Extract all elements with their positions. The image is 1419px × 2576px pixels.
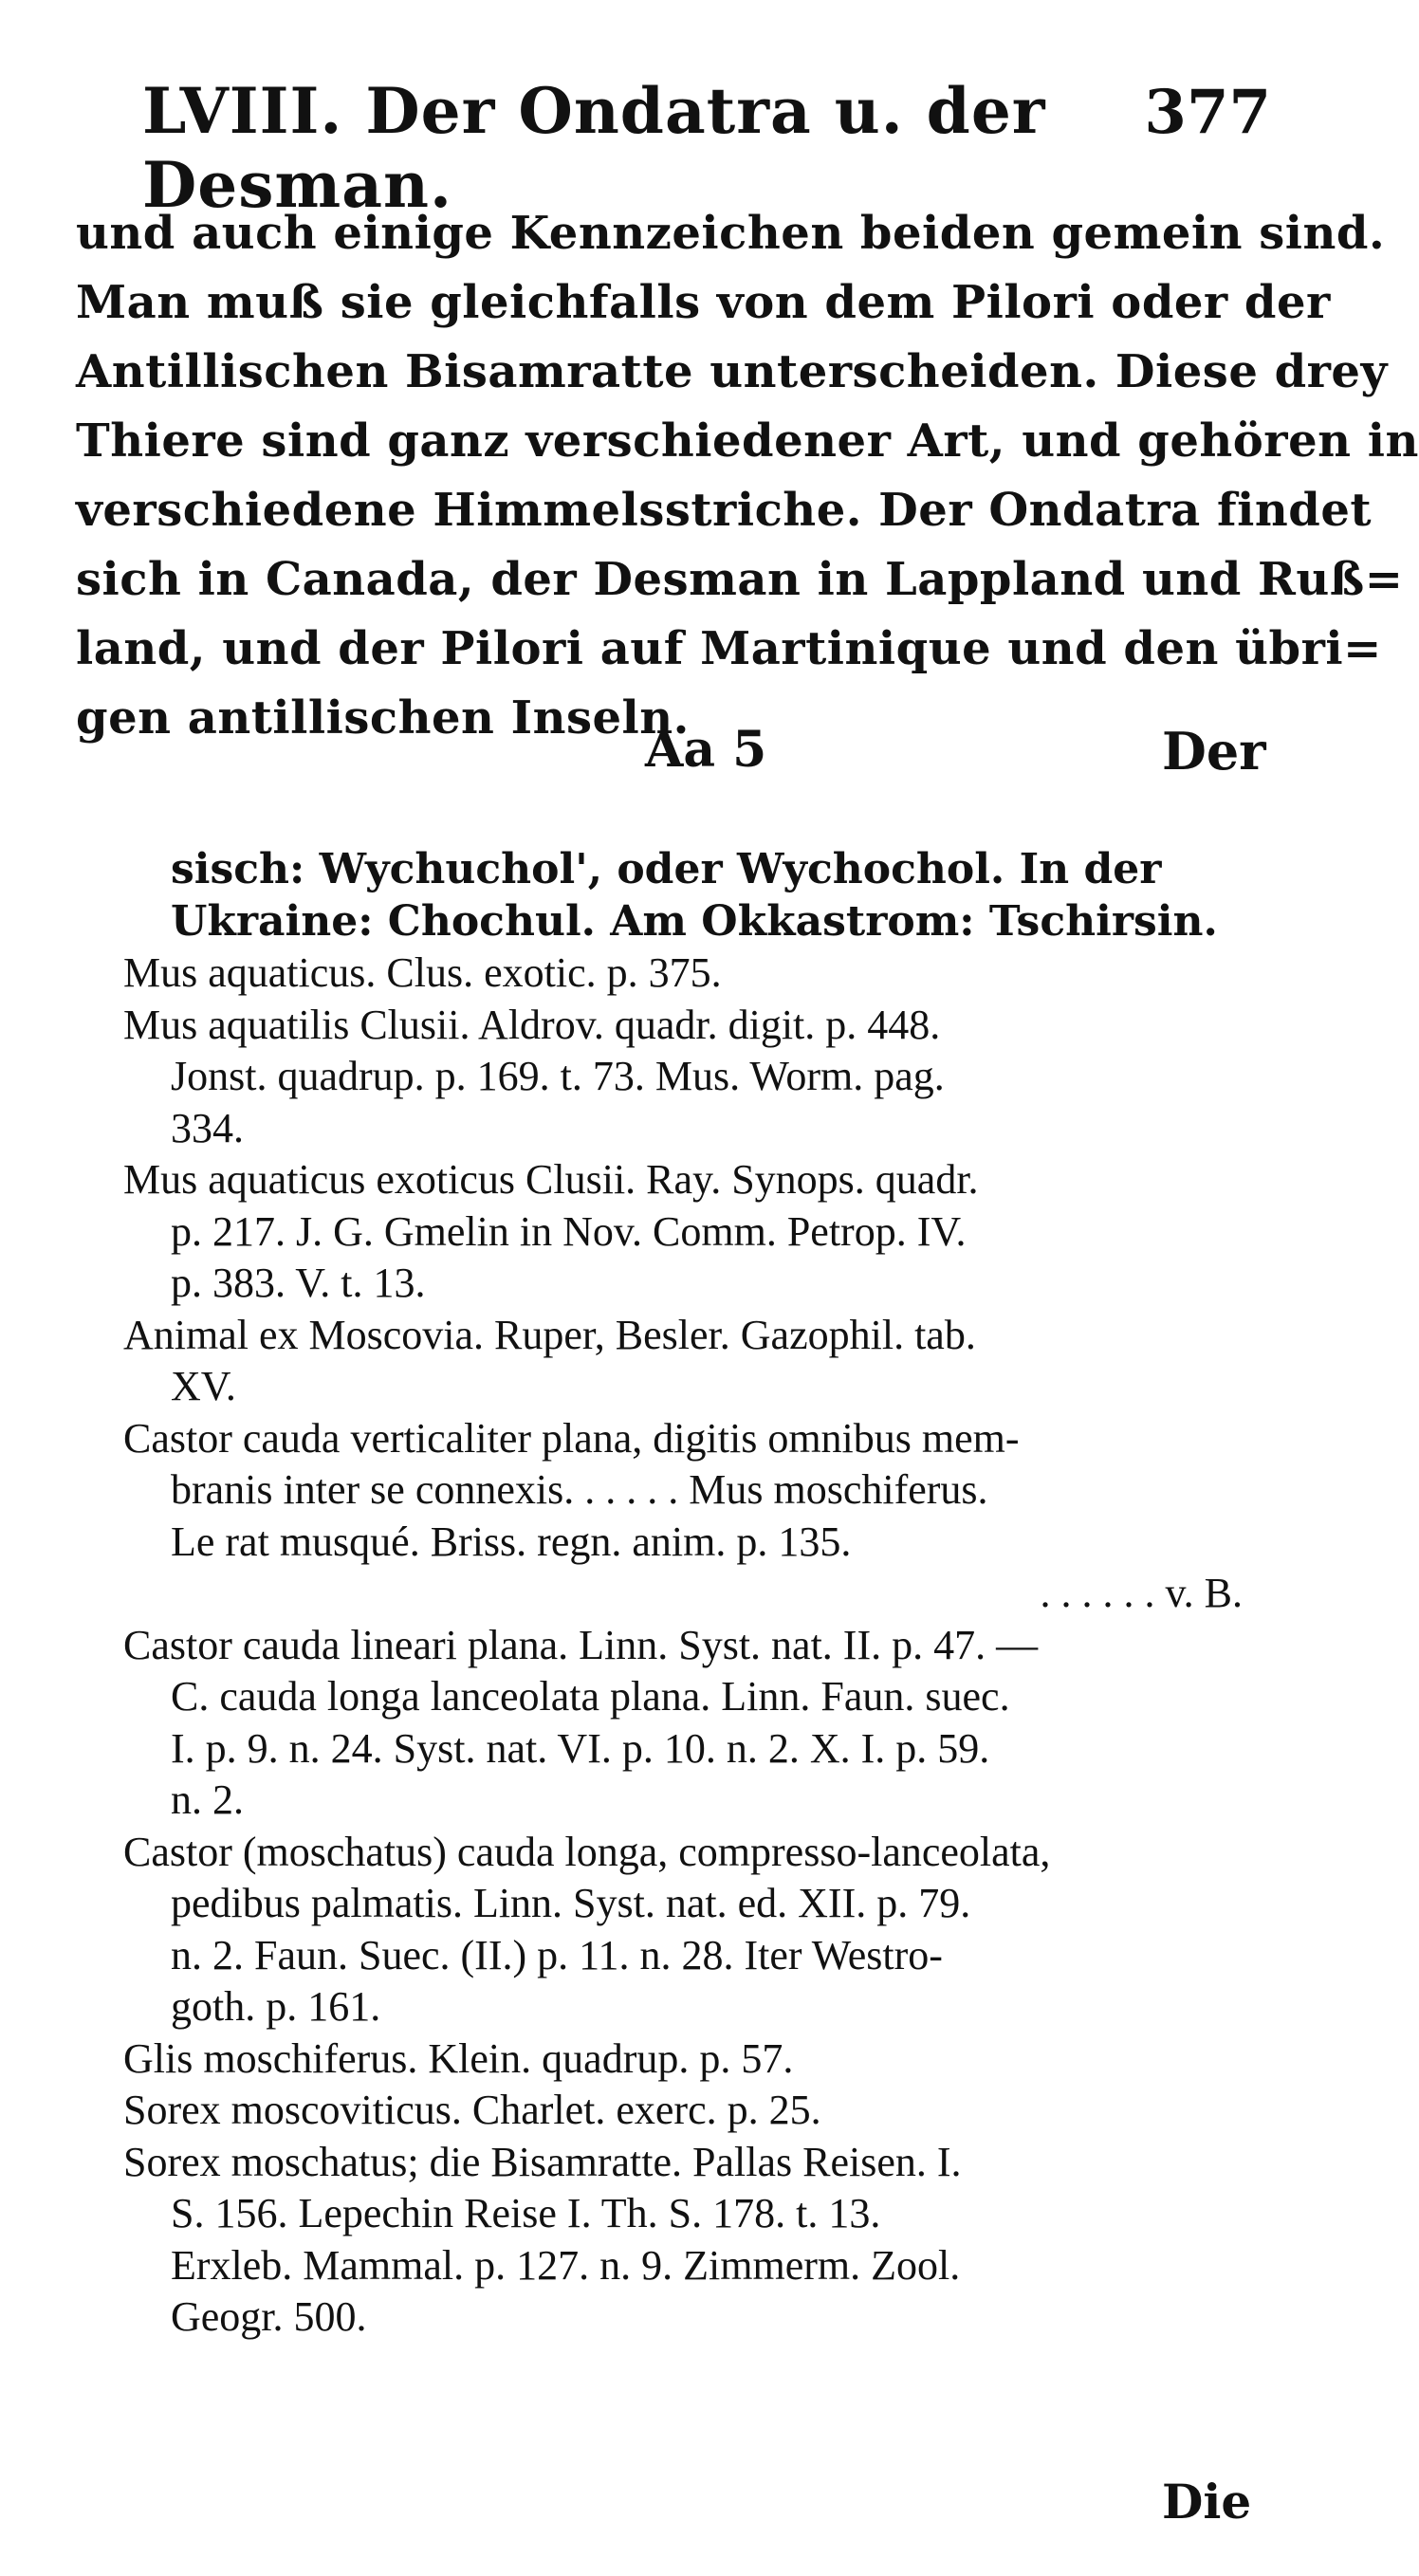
footnote-line: Sorex moschatus; die Bisamratte. Pallas Reisen. I. [123,2138,962,2185]
footnote-line: Animal ex Moscovia. Ruper, Besler. Gazophil. tab. [123,1311,976,1358]
page-number: 377 [1144,77,1271,148]
footnote-line: Castor (moschatus) cauda longa, compresso-lanceolata, [123,1828,1051,1875]
running-title: LVIII. Der Ondatra u. der Desman. [142,74,1046,222]
footnote-line: Mus aquatilis Clusii. Aldrov. quadr. digit. p. 448. [123,1001,941,1048]
footnote-line: n. 2. [171,1776,244,1823]
text-line: verschiedene Himmelsstriche. Der Ondatra findet [76,484,1373,537]
signature-mark: Aa 5 [645,721,767,779]
footnote-line: sisch: Wychuchol', oder Wychochol. In der [171,845,1162,893]
footnote-line: I. p. 9. n. 24. Syst. nat. VI. p. 10. n. 2. X. I. p. 59. [171,1724,990,1772]
footnote-line: p. 217. J. G. Gmelin in Nov. Comm. Petrop. IV. [171,1207,967,1255]
text-line: gen antillischen Inseln. [76,691,690,745]
signature-line [0,721,1332,797]
footnote-line: Castor cauda lineari plana. Linn. Syst. nat. II. p. 47. — [123,1621,1039,1668]
footnote-line: goth. p. 161. [171,1983,381,2030]
footnote-line: p. 383. V. t. 13. [171,1260,426,1306]
text-line: Antillischen Bisamratte unterscheiden. Diese drey [76,345,1388,398]
text-line: Man muß sie gleichfalls von dem Pilori oder der [76,276,1331,329]
footnote-line: Mus aquaticus. Clus. exotic. p. 375. [123,949,722,996]
footnote-line: Castor cauda verticaliter plana, digitis omnibus mem- [123,1414,1020,1462]
footnote-line: Geogr. 500. [171,2293,367,2340]
footnote-line: Ukraine: Chochul. Am Okkastrom: Tschirsin. [171,896,1218,946]
text-line: land, und der Pilori auf Martinique und den übri= [76,622,1382,675]
footnotes [123,844,1281,2344]
footnote-line: Mus aquaticus exoticus Clusii. Ray. Synops. quadr. [123,1156,979,1203]
footer-catchword: Die [1162,2474,1252,2530]
text-line: Thiere sind ganz verschiedener Art, und gehören in [76,414,1419,468]
catchword: Der [1162,721,1266,782]
text-line: und auch einige Kennzeichen beiden gemein sind. [76,207,1386,260]
footnote-line: pedibus palmatis. Linn. Syst. nat. ed. XII. p. 79. [171,1880,971,1926]
footnote-line: Glis moschiferus. Klein. quadrup. p. 57. [123,2034,794,2082]
footnote-line: Jonst. quadrup. p. 169. t. 73. Mus. Worm. pag. [171,1053,945,1099]
footnote-line: XV. [171,1363,236,1409]
running-header [142,74,1271,222]
footnote-line: Erxleb. Mammal. p. 127. n. 9. Zimmerm. Zool. [171,2241,961,2289]
footnote-line: branis inter se connexis. . . . . . Mus moschiferus. [171,1466,988,1513]
footnote-line: S. 156. Lepechin Reise I. Th. S. 178. t. 13. [171,2190,881,2236]
footnote-line: 334. [171,1104,244,1151]
footnote-line: n. 2. Faun. Suec. (II.) p. 11. n. 28. Iter Westro- [171,1931,943,1978]
footnote-line: C. cauda longa lanceolata plana. Linn. Faun. suec. [171,1673,1010,1720]
footnote-line: . . . . . . v. B. [1040,1570,1243,1616]
footnote-line: Le rat musqué. Briss. regn. anim. p. 135. [171,1518,852,1565]
footnote-line: Sorex moscoviticus. Charlet. exerc. p. 25. [123,2087,821,2133]
text-line: sich in Canada, der Desman in Lappland und Ruß= [76,553,1404,606]
main-text [76,199,1419,753]
